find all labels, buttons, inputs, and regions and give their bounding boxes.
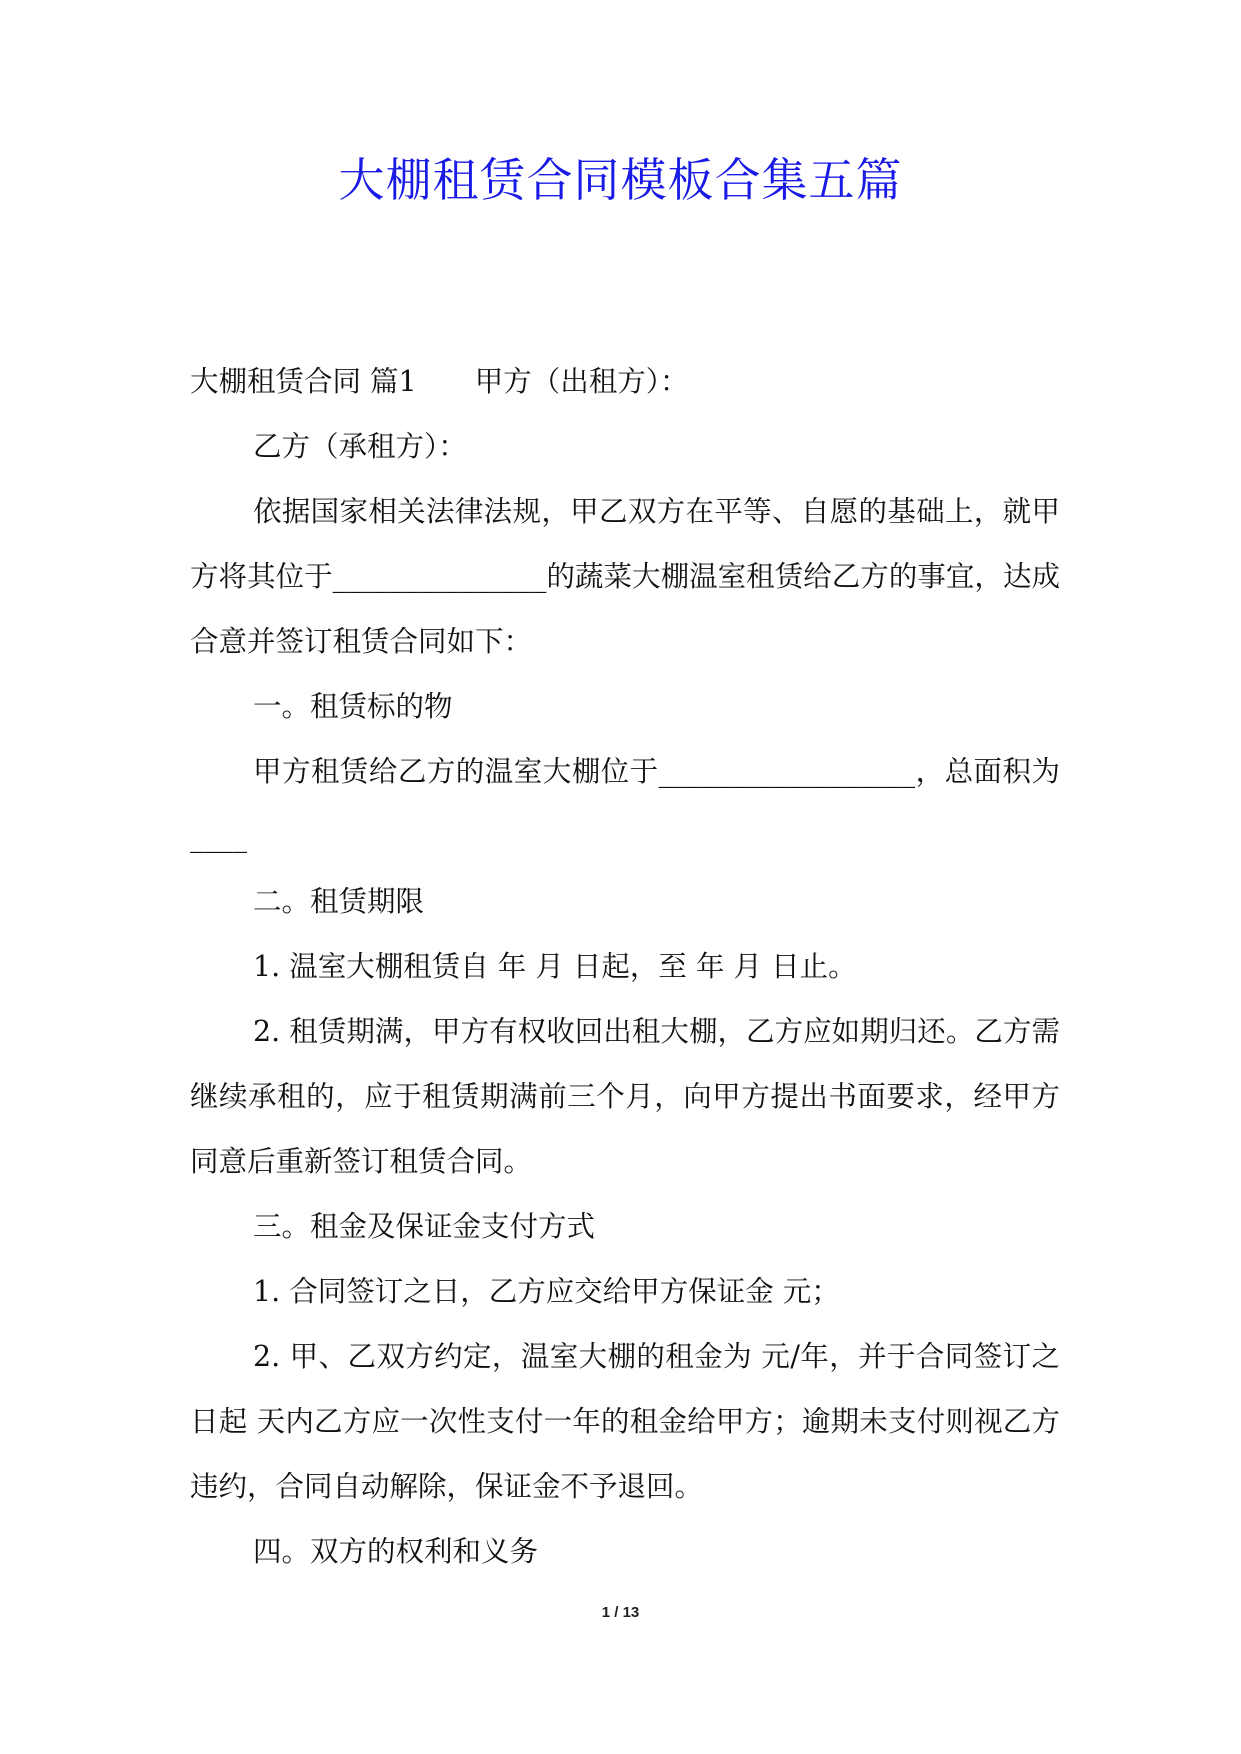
paragraph-payment-1: 1. 合同签订之日，乙方应交给甲方保证金 元； xyxy=(253,1275,840,1308)
party-a-label: 甲方（出租方）： xyxy=(474,365,689,398)
document-body xyxy=(190,349,1060,1584)
section-heading-3: 三。租金及保证金支付方式 xyxy=(253,1210,596,1243)
paragraph-subject-location: 甲方租赁给乙方的温室大棚位于__________________，总面积为____ xyxy=(190,755,1060,853)
section-heading-4: 四。双方的权利和义务 xyxy=(253,1535,539,1568)
section-heading-1: 一。租赁标的物 xyxy=(253,690,453,723)
page-number: 1 / 13 xyxy=(601,1604,640,1621)
paragraph-payment-2: 2. 甲、乙双方约定，温室大棚的租金为 元/年，并于合同签订之日起 天内乙方应一次性支付一年的租金给甲方；逾期未支付则视乙方违约，合同自动解除，保证金不予退回。 xyxy=(190,1340,1060,1503)
contract-number-label: 大棚租赁合同 篇1 xyxy=(190,365,417,398)
paragraph-term-1: 1. 温室大棚租赁自 年 月 日起，至 年 月 日止。 xyxy=(253,950,857,983)
paragraph-contract-heading xyxy=(190,349,1060,414)
paragraph-term-2: 2. 租赁期满，甲方有权收回出租大棚，乙方应如期归还。乙方需继续承租的，应于租赁期满前三个月，向甲方提出书面要求，经甲方同意后重新签订租赁合同。 xyxy=(190,1015,1060,1178)
section-heading-2: 二。租赁期限 xyxy=(253,885,425,918)
paragraph-party-b: 乙方（承租方）： xyxy=(253,430,467,463)
paragraph-preamble: 依据国家相关法律法规，甲乙双方在平等、自愿的基础上，就甲方将其位于_______________的蔬菜大棚温室租赁给乙方的事宜，达成合意并签订租赁合同如下： xyxy=(190,495,1060,658)
document-title: 大棚租赁合同模板合集五篇 xyxy=(338,153,903,207)
